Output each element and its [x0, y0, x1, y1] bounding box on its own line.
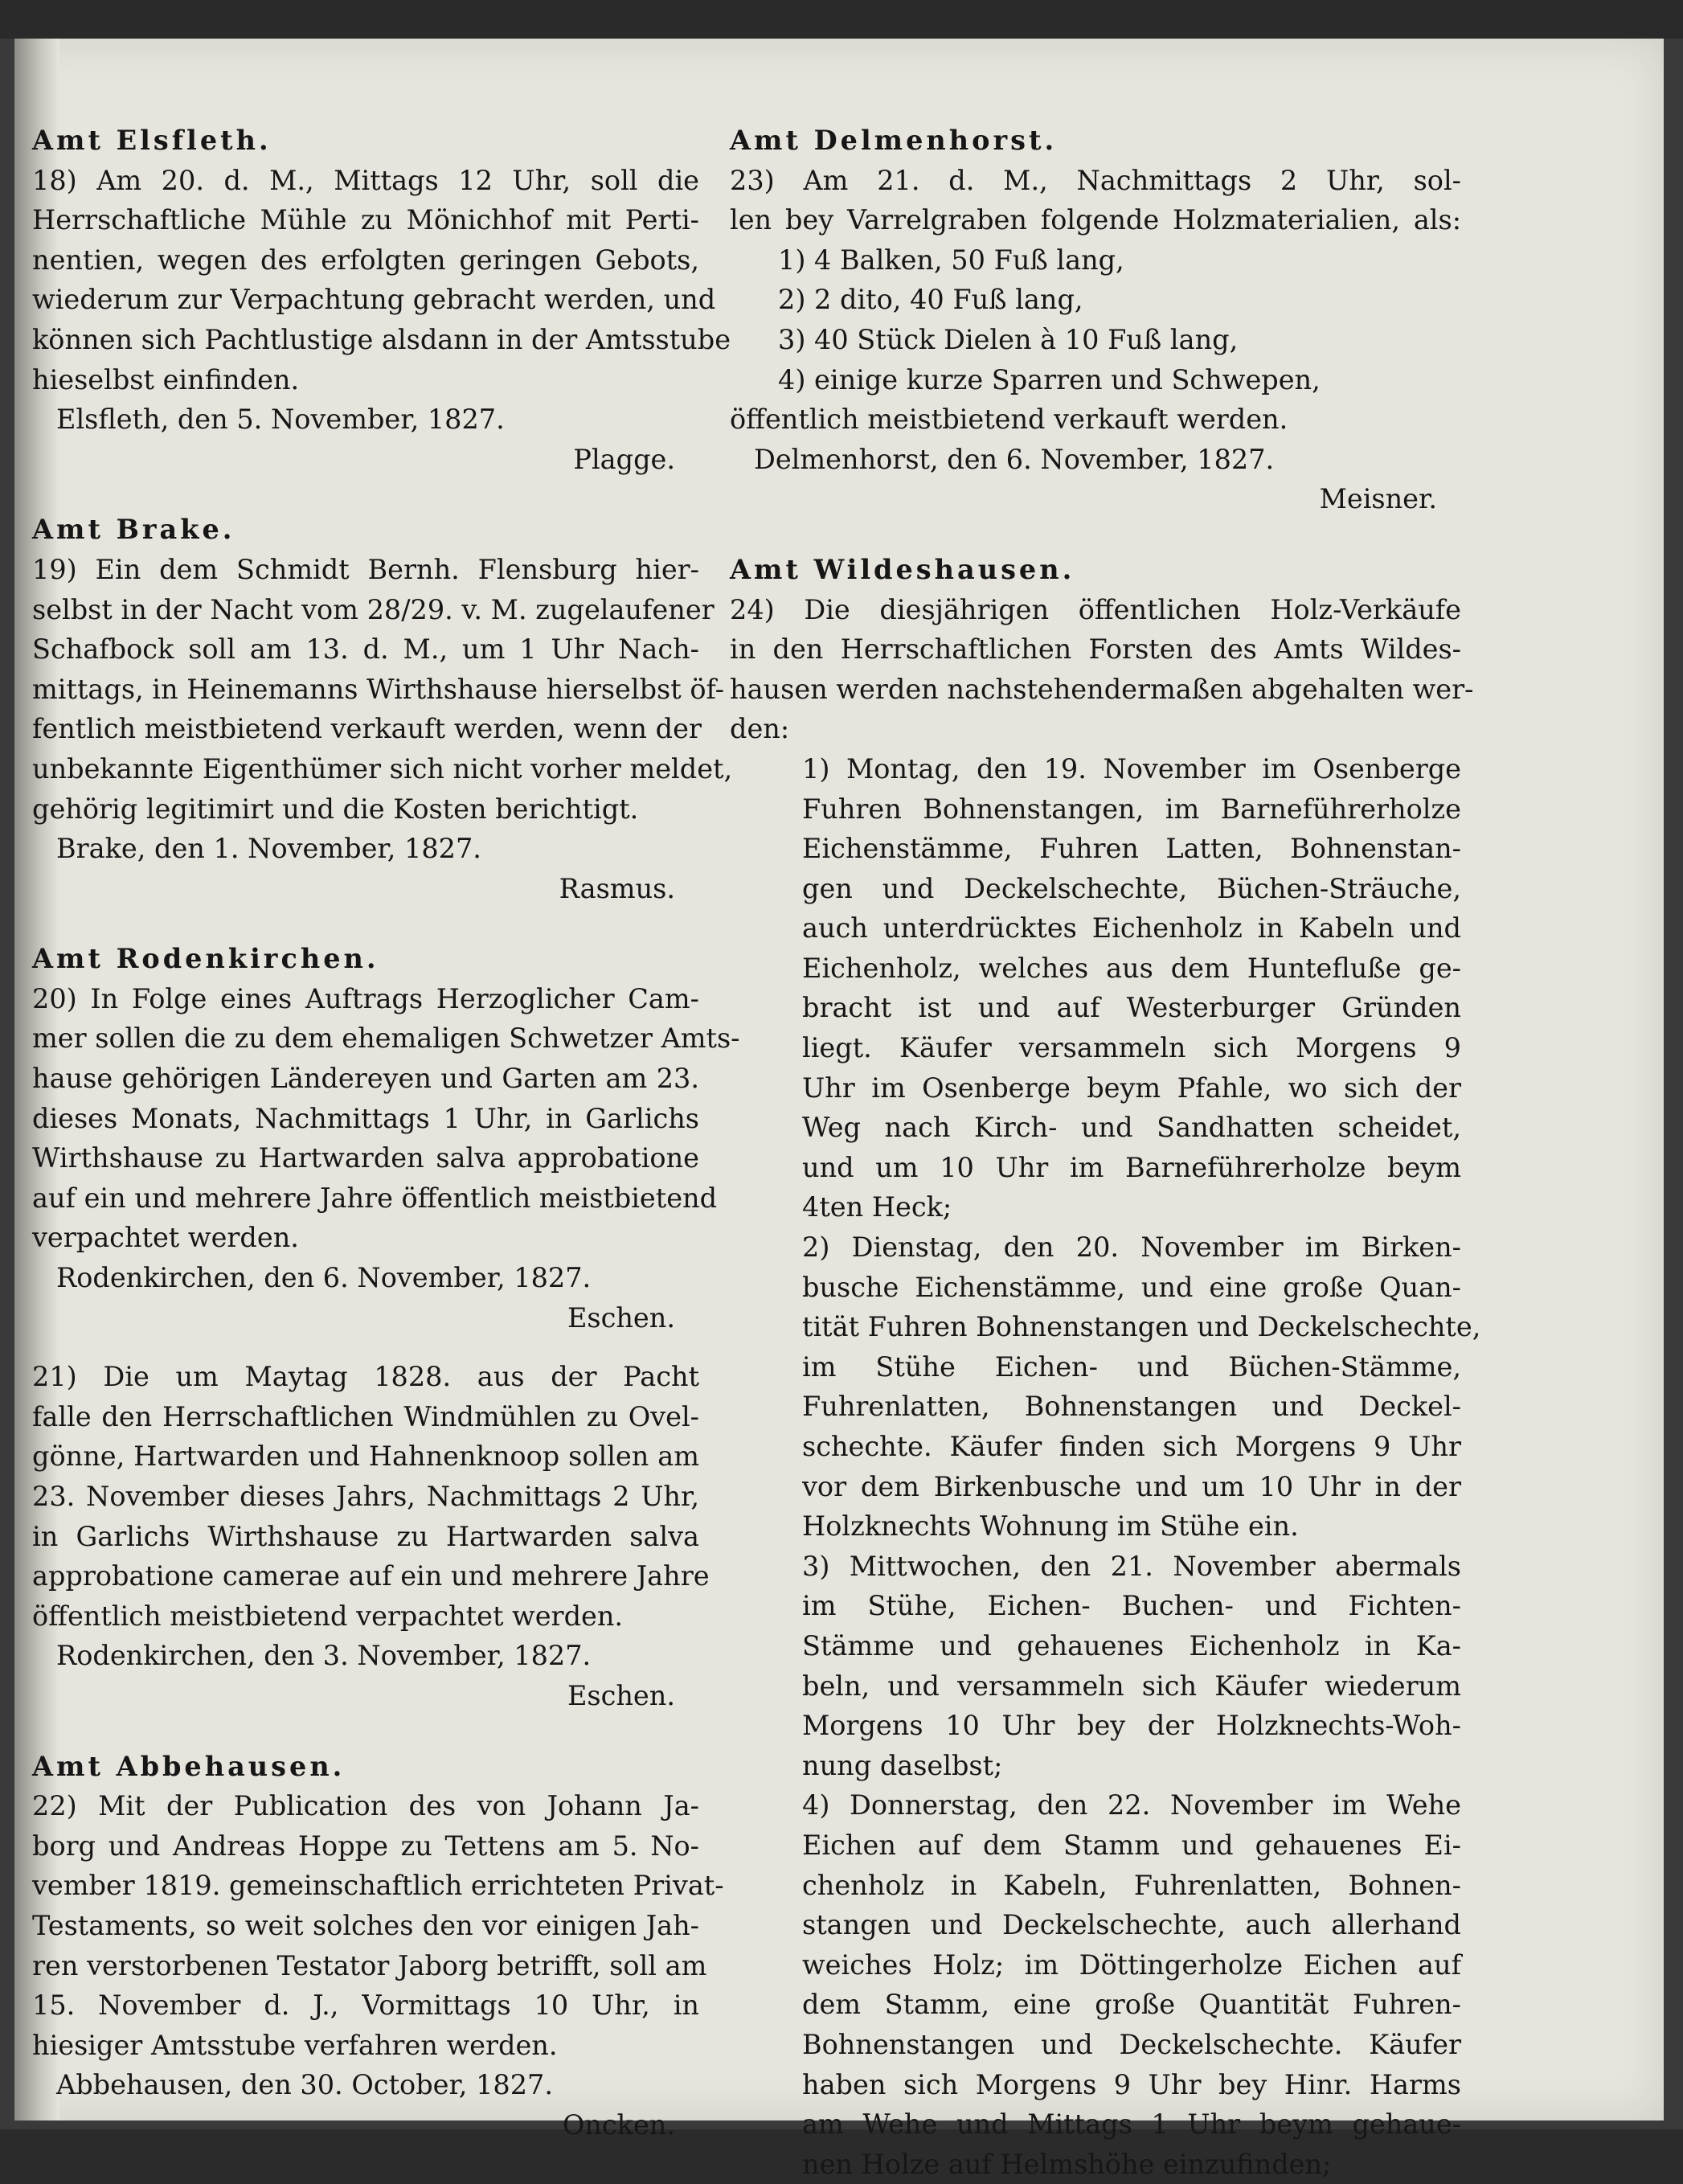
- list-line: 1) 4 Balken, 50 Fuß lang,: [778, 244, 1124, 276]
- list-item-line: Morgens 10 Uhr bey der Holzknechts-Woh-: [802, 1710, 1461, 1742]
- list-item-line: im Stühe, Eichen- Buchen- und Fichten-: [802, 1590, 1461, 1622]
- list-line: 3) 40 Stück Dielen à 10 Fuß lang,: [778, 323, 1239, 355]
- list-item-line: Holzknechts Wohnung im Stühe ein.: [802, 1510, 1299, 1543]
- list-item-line: 2) Dienstag, den 20. November im Birken-: [802, 1231, 1461, 1264]
- list-item-line: Eichenstämme, Fuhren Latten, Bohnenstan-: [802, 833, 1461, 865]
- list-item-line: haben sich Morgens 9 Uhr bey Hinr. Harms: [802, 2068, 1461, 2100]
- text-line: Herrschaftliche Mühle zu Mönichhof mit Perti-: [32, 204, 699, 236]
- section-heading: Amt Elsfleth.: [32, 125, 272, 156]
- list-item-line: und um 10 Uhr im Barneführerholze beym: [802, 1151, 1461, 1183]
- text-line: 21) Die um Maytag 1828. aus der Pacht: [32, 1361, 699, 1393]
- spacer: [32, 1716, 699, 1747]
- text-line: 23. November dieses Jahrs, Nachmittags 2 Uhr,: [32, 1481, 699, 1512]
- text-line: 18) Am 20. d. M., Mittags 12 Uhr, soll die: [32, 164, 699, 196]
- text-line: öffentlich meistbietend verkauft werden.: [730, 404, 1288, 436]
- list-item-line: Uhr im Osenberge beym Pfahle, wo sich der: [802, 1072, 1461, 1104]
- list-item-line: 4) Donnerstag, den 22. November im Wehe: [802, 1789, 1461, 1821]
- list-item-line: schechte. Käufer finden sich Morgens 9 Uhr: [802, 1431, 1461, 1462]
- list-item-line: nen Holze auf Helmshöhe einzufinden;: [802, 2148, 1332, 2180]
- section-heading: Amt Brake.: [32, 514, 235, 546]
- list-item-line: liegt. Käufer versammeln sich Morgens 9: [802, 1032, 1461, 1064]
- text-line: den:: [730, 713, 790, 745]
- scanner-edge: [0, 0, 1683, 39]
- section-heading: Amt Rodenkirchen.: [32, 943, 379, 975]
- signature: Eschen.: [567, 1301, 675, 1334]
- section-heading: Amt Abbehausen.: [32, 1750, 346, 1782]
- date-line: Brake, den 1. November, 1827.: [56, 833, 481, 865]
- list-item-line: 1) Montag, den 19. November im Osenberge: [802, 752, 1461, 785]
- text-line: können sich Pachtlustige alsdann in der Amtsstube: [32, 323, 731, 355]
- text-line: 20) In Folge eines Auftrags Herzoglicher Cam-: [32, 982, 699, 1014]
- text-line: mittags, in Heinemanns Wirthshause hierselbst öf-: [32, 673, 725, 705]
- list-item-line: tität Fuhren Bohnenstangen und Deckelschechte,: [802, 1311, 1481, 1343]
- list-item-line: im Stühe Eichen- und Büchen-Stämme,: [802, 1350, 1461, 1383]
- section-heading: Amt Wildeshausen.: [730, 553, 1075, 585]
- text-line: approbatione camerae auf ein und mehrere Jahre: [32, 1560, 710, 1592]
- list-item-line: Eichen auf dem Stamm und gehauenes Ei-: [802, 1829, 1461, 1861]
- text-line: hausen werden nachstehendermaßen abgehalten wer-: [730, 673, 1474, 705]
- text-line: vember 1819. gemeinschaftlich errichteten Privat-: [32, 1870, 724, 1902]
- text-line: verpachtet werden.: [32, 1222, 299, 1254]
- list-item-line: auch unterdrücktes Eichenholz in Kabeln und: [802, 912, 1461, 944]
- signature: Oncken.: [562, 2108, 675, 2141]
- text-line: dieses Monats, Nachmittags 1 Uhr, in Garlichs: [32, 1102, 699, 1134]
- text-line: len bey Varrelgraben folgende Holzmaterialien, als:: [730, 204, 1461, 236]
- date-line: Rodenkirchen, den 6. November, 1827.: [56, 1262, 592, 1294]
- list-line: 4) einige kurze Sparren und Schwepen,: [778, 363, 1321, 395]
- list-line: 2) 2 dito, 40 Fuß lang,: [778, 284, 1083, 316]
- signature: Plagge.: [573, 443, 675, 475]
- text-line: fentlich meistbietend verkauft werden, wenn der: [32, 713, 702, 745]
- list-item-line: chenholz in Kabeln, Fuhrenlatten, Bohnen-: [802, 1869, 1461, 1901]
- text-line: selbst in der Nacht vom 28/29. v. M. zugelaufener: [32, 593, 715, 625]
- list-item-line: gen und Deckelschechte, Büchen-Sträuche,: [802, 872, 1461, 904]
- text-line: 15. November d. J., Vormittags 10 Uhr, in: [32, 1989, 699, 2022]
- text-line: 23) Am 21. d. M., Nachmittags 2 Uhr, sol-: [730, 164, 1461, 196]
- text-line: Wirthshause zu Hartwarden salva approbatione: [32, 1142, 699, 1174]
- list-item-line: nung daselbst;: [802, 1749, 1003, 1781]
- list-item-line: vor dem Birkenbusche und um 10 Uhr in der: [802, 1470, 1461, 1502]
- text-line: gönne, Hartwarden und Hahnenknoop sollen am: [32, 1440, 699, 1473]
- spacer: [730, 519, 1461, 550]
- date-line: Delmenhorst, den 6. November, 1827.: [754, 443, 1275, 475]
- date-line: Rodenkirchen, den 3. November, 1827.: [56, 1640, 592, 1672]
- date-line: Abbehausen, den 30. October, 1827.: [56, 2069, 553, 2101]
- left-column: [32, 121, 740, 2145]
- text-line: wiederum zur Verpachtung gebracht werden, und: [32, 284, 716, 316]
- list-item-line: dem Stamm, eine große Quantität Fuhren-: [802, 1989, 1461, 2021]
- spacer: [32, 479, 699, 510]
- list-item-line: bracht ist und auf Westerburger Gründen: [802, 992, 1461, 1024]
- right-column: [730, 121, 1481, 2184]
- list-item-line: beln, und versammeln sich Käufer wiederum: [802, 1670, 1461, 1702]
- spacer: [32, 908, 699, 939]
- text-line: in den Herrschaftlichen Forsten des Amts Wildes-: [730, 633, 1461, 666]
- section-heading: Amt Delmenhorst.: [730, 125, 1058, 156]
- spacer: [32, 1338, 699, 1357]
- text-line: gehörig legitimirt und die Kosten berichtigt.: [32, 793, 639, 825]
- text-line: nentien, wegen des erfolgten geringen Gebots,: [32, 244, 699, 276]
- text-line: Schafbock soll am 13. d. M., um 1 Uhr Nach-: [32, 633, 699, 666]
- list-item-line: weiches Holz; im Döttingerholze Eichen auf: [802, 1948, 1461, 1981]
- text-line: 22) Mit der Publication des von Johann Ja-: [32, 1790, 699, 1822]
- text-line: falle den Herrschaftlichen Windmühlen zu Ovel-: [32, 1400, 699, 1432]
- text-line: 19) Ein dem Schmidt Bernh. Flensburg hier-: [32, 553, 699, 585]
- list-item-line: Bohnenstangen und Deckelschechte. Käufer: [802, 2028, 1461, 2060]
- list-item-line: Eichenholz, welches aus dem Huntefluße ge-: [802, 952, 1461, 984]
- list-item-line: Fuhrenlatten, Bohnenstangen und Deckel-: [802, 1391, 1461, 1423]
- list-item-line: stangen und Deckelschechte, auch allerhand: [802, 1909, 1461, 1941]
- text-line: öffentlich meistbietend verpachtet werden.: [32, 1600, 624, 1632]
- text-line: ren verstorbenen Testator Jaborg betrifft, soll am: [32, 1949, 707, 1981]
- list-item-line: Fuhren Bohnenstangen, im Barneführerholze: [802, 793, 1461, 825]
- list-item-line: 3) Mittwochen, den 21. November abermals: [802, 1550, 1461, 1582]
- list-item-line: 4ten Heck;: [802, 1191, 952, 1223]
- signature: Eschen.: [567, 1679, 675, 1711]
- list-item-line: Weg nach Kirch- und Sandhatten scheidet,: [802, 1112, 1461, 1144]
- date-line: Elsfleth, den 5. November, 1827.: [56, 404, 505, 436]
- list-item-line: am Wehe und Mittags 1 Uhr beym gehaue-: [802, 2108, 1461, 2141]
- text-line: hieselbst einfinden.: [32, 363, 300, 395]
- list-item-line: busche Eichenstämme, und eine große Quan-: [802, 1271, 1461, 1303]
- text-line: hause gehörigen Ländereyen und Garten am 23.: [32, 1063, 699, 1095]
- text-line: Testaments, so weit solches den vor einigen Jah-: [32, 1909, 699, 1941]
- list-item-line: Stämme und gehauenes Eichenholz in Ka-: [802, 1629, 1461, 1662]
- signature: Rasmus.: [559, 872, 675, 904]
- text-line: hiesiger Amtsstube verfahren werden.: [32, 2029, 558, 2061]
- text-line: mer sollen die zu dem ehemaligen Schwetzer Amts-: [32, 1022, 740, 1055]
- text-line: in Garlichs Wirthshause zu Hartwarden salva: [32, 1520, 699, 1552]
- text-line: unbekannte Eigenthümer sich nicht vorher meldet,: [32, 752, 733, 785]
- signature: Meisner.: [1319, 483, 1437, 515]
- text-line: auf ein und mehrere Jahre öffentlich meistbietend: [32, 1182, 718, 1214]
- text-line: borg und Andreas Hoppe zu Tettens am 5. No-: [32, 1830, 699, 1862]
- text-line: 24) Die diesjährigen öffentlichen Holz-Verkäufe: [730, 593, 1461, 625]
